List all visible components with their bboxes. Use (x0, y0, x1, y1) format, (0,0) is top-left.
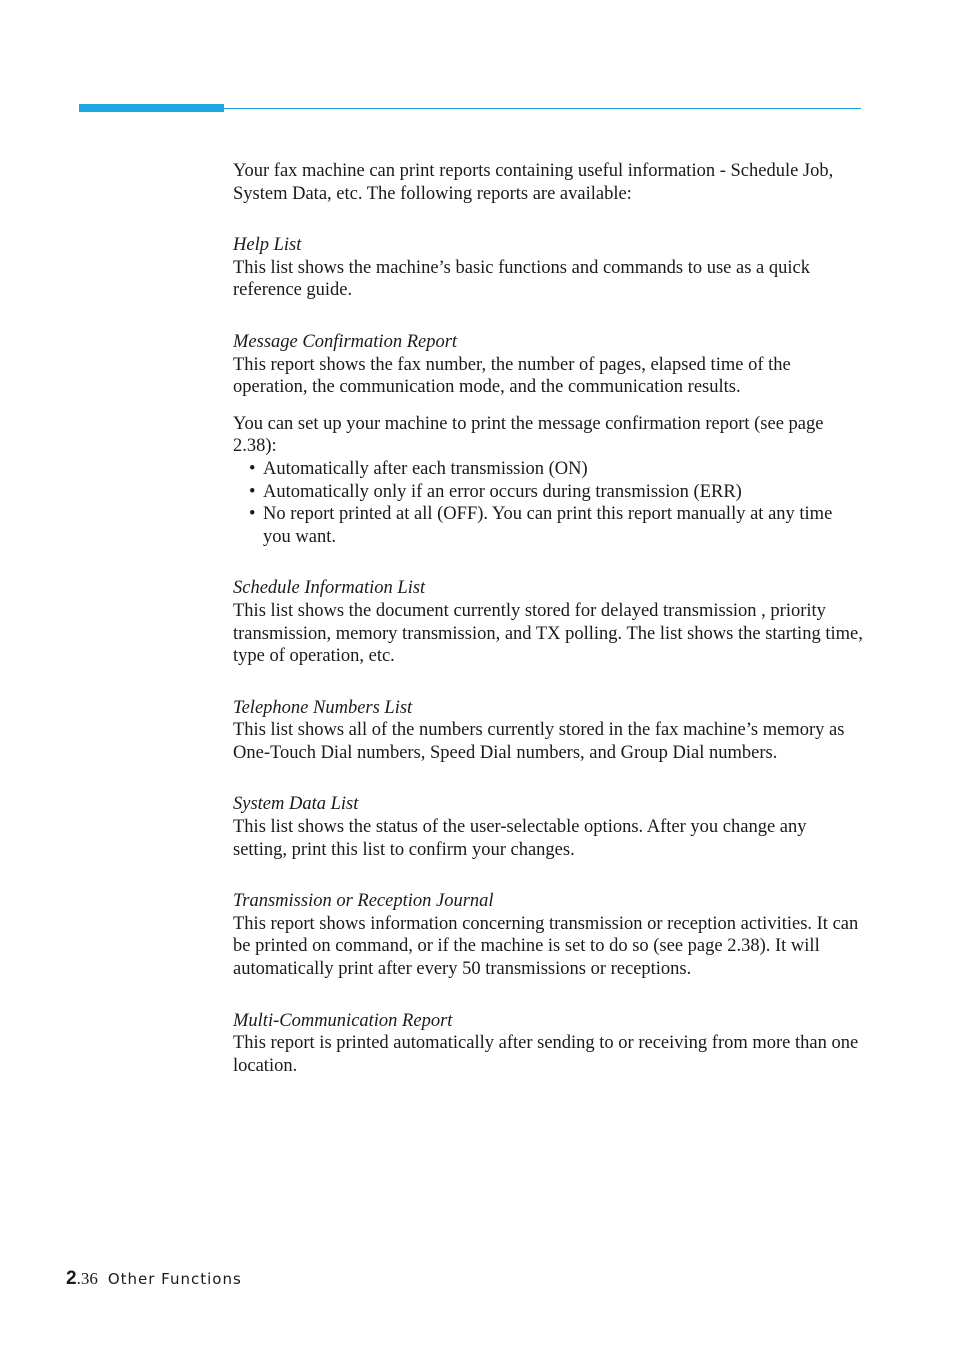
footer-chapter-title: Other Functions (107, 1270, 242, 1288)
bullet-item: • Automatically after each transmission (ON) (249, 458, 863, 481)
section-title: Transmission or Reception Journal (233, 891, 494, 912)
page-content (233, 160, 863, 1106)
section-text: This report shows the fax number, the number of pages, elapsed time of the operation, the communication mode, and the communication results. (233, 354, 791, 398)
header-rule (224, 108, 861, 109)
section-title: System Data List (233, 794, 359, 815)
bullet-item: • Automatically only if an error occurs during transmission (ERR) (249, 481, 863, 504)
header-accent-bar (79, 104, 224, 112)
page-footer (66, 1268, 242, 1290)
footer-chapter-number: 2 (66, 1268, 77, 1289)
section-title: Schedule Information List (233, 578, 426, 599)
section-multi-communication-report (233, 1010, 863, 1078)
section-title: Multi-Communication Report (233, 1010, 453, 1031)
section-text: This list shows the document currently stored for delayed transmission , priority transmission, memory transmission, and TX polling. The list shows the starting time, type of operation, etc. (233, 600, 863, 667)
section-text: This list shows the machine’s basic functions and commands to use as a quick reference guide. (233, 257, 810, 301)
intro-paragraph: Your fax machine can print reports containing useful information - Schedule Job, System Data, etc. The following reports are available: (233, 161, 834, 204)
section-extra-text: You can set up your machine to print the message confirmation report (see page 2.38): (233, 413, 824, 457)
section-telephone-numbers-list (233, 697, 863, 765)
section-title: Telephone Numbers List (233, 697, 413, 718)
bullet-item: • No report printed at all (OFF). You can print this report manually at any time you want. (249, 503, 863, 548)
section-title: Message Confirmation Report (233, 331, 458, 352)
footer-page-number: .36 (76, 1269, 98, 1288)
section-message-confirmation-report (233, 331, 863, 548)
section-text: This list shows all of the numbers currently stored in the fax machine’s memory as One-Touch Dial numbers, Speed Dial numbers, and Group Dial numbers. (233, 720, 845, 763)
bullet-list (233, 458, 863, 548)
section-help-list (233, 234, 863, 302)
section-text: This list shows the status of the user-selectable options. After you change any setting, print this list to confirm your changes. (233, 817, 807, 860)
section-schedule-information-list (233, 577, 863, 667)
section-title: Help List (233, 235, 302, 256)
section-text: This report shows information concerning transmission or reception activities. It can be printed on command, or if the machine is set to do so (see page 2.38). It will automatically print after every 50 transmissions or receptions. (233, 913, 859, 980)
section-text: This report is printed automatically after sending to or receiving from more than one location. (233, 1033, 859, 1076)
section-system-data-list (233, 793, 863, 861)
section-transmission-reception-journal (233, 890, 863, 980)
